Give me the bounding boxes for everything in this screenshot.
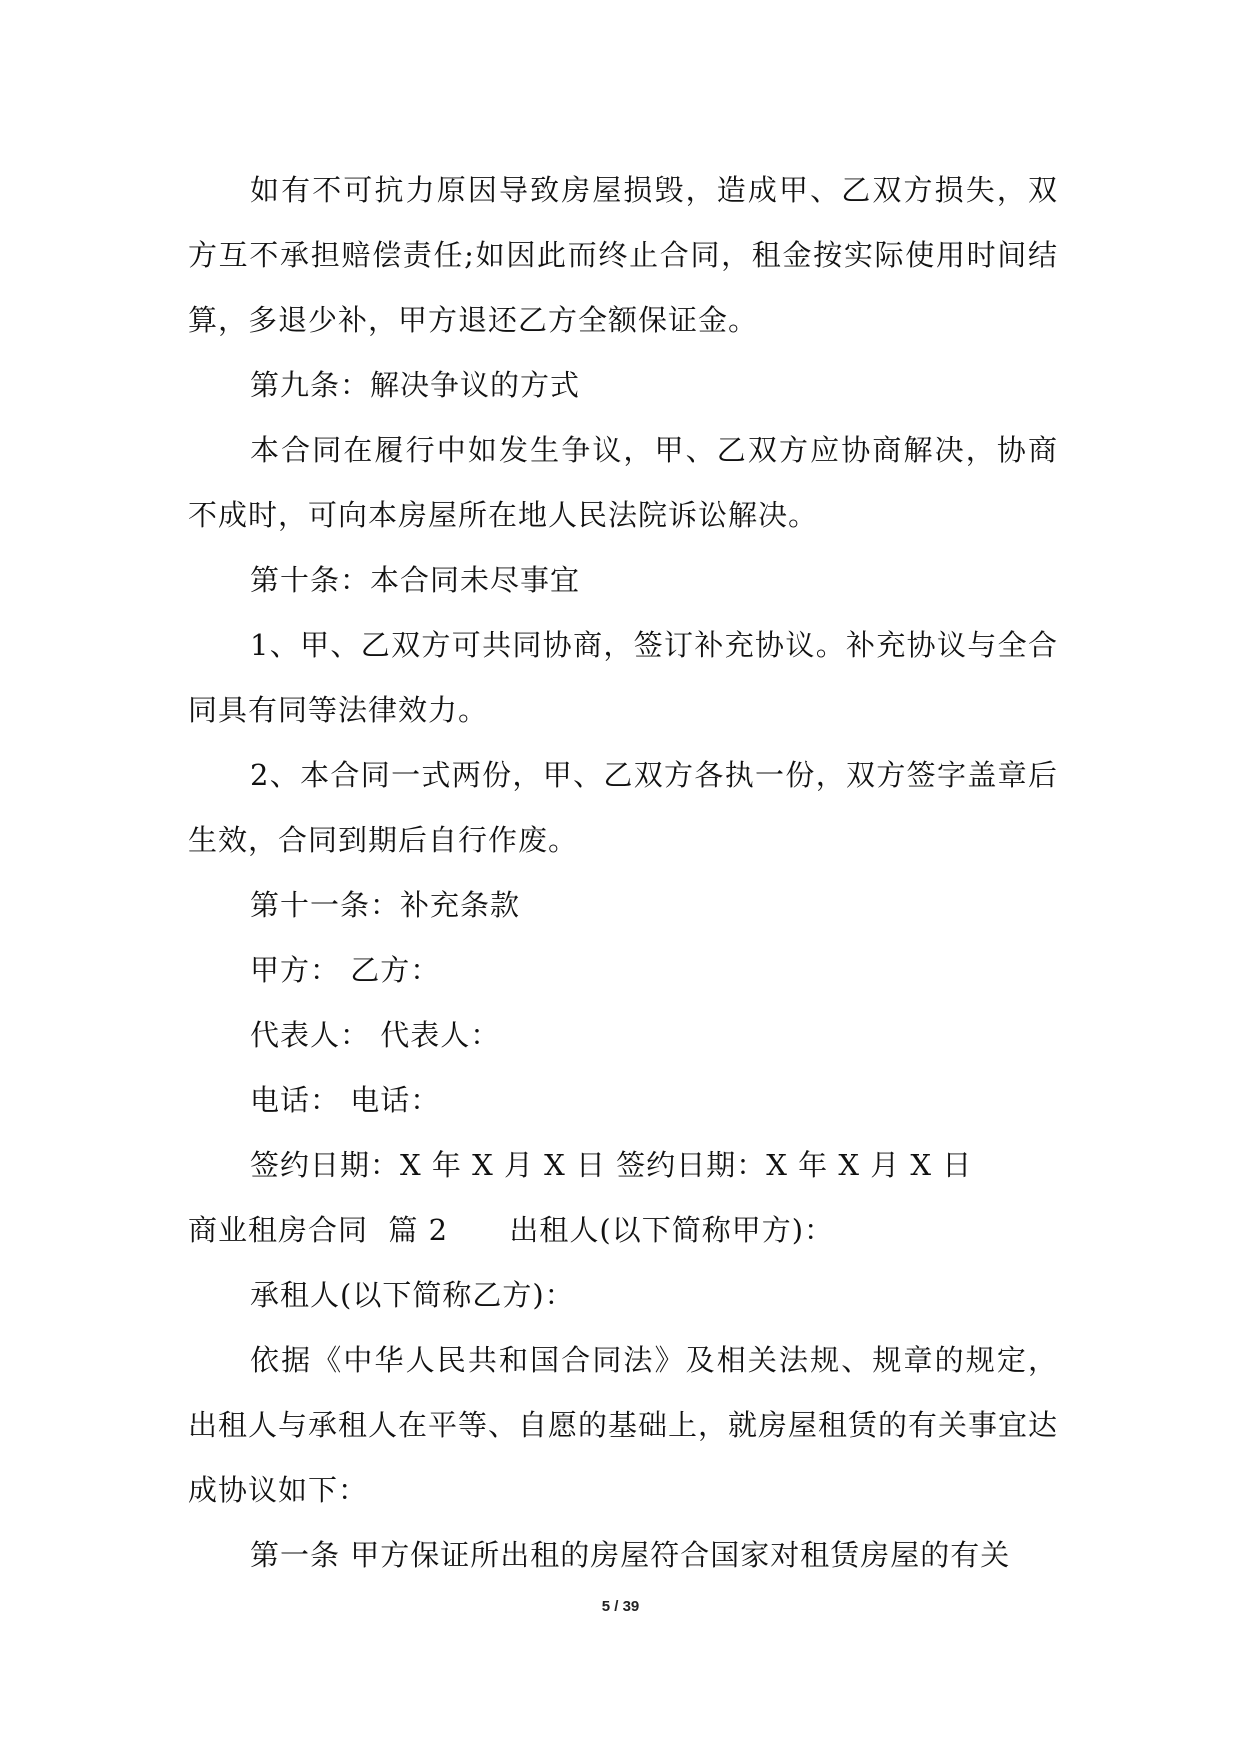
- lessor-line: 出租人(以下简称甲方)：: [509, 1213, 835, 1247]
- section-heading: 商业租房合同 篇 2: [188, 1213, 449, 1247]
- document-body: [188, 158, 1058, 1588]
- signature-representatives: 代表人： 代表人：: [250, 1018, 501, 1052]
- article-10-heading: 第十条：本合同未尽事宜: [250, 563, 581, 597]
- paragraph-legal-basis: 依据《中华人民共和国合同法》及相关法规、规章的规定，出租人与承租人在平等、自愿的基础上，就房屋租赁的有关事宜达成协议如下：: [188, 1343, 1059, 1507]
- signature-parties: 甲方： 乙方：: [250, 953, 441, 987]
- paragraph-force-majeure: 如有不可抗力原因导致房屋损毁，造成甲、乙双方损失，双方互不承担赔偿责任;如因此而终止合同，租金按实际使用时间结算，多退少补，甲方退还乙方全额保证金。: [188, 173, 1058, 337]
- paragraph-copies: 2、本合同一式两份，甲、乙双方各执一份，双方签字盖章后生效，合同到期后自行作废。: [188, 758, 1058, 857]
- paragraph-dispute-resolution: 本合同在履行中如发生争议，甲、乙双方应协商解决，协商不成时，可向本房屋所在地人民法院诉讼解决。: [188, 433, 1058, 532]
- article-9-heading: 第九条：解决争议的方式: [250, 368, 581, 402]
- article-11-heading: 第十一条：补充条款: [250, 888, 521, 922]
- section-heading-line: [188, 1198, 1058, 1263]
- signature-phones: 电话： 电话：: [250, 1083, 441, 1117]
- article-1-line: 第一条 甲方保证所出租的房屋符合国家对租赁房屋的有关: [250, 1538, 1011, 1572]
- page-number: 5 / 39: [601, 1598, 640, 1615]
- paragraph-supplementary-agreement: 1、甲、乙双方可共同协商，签订补充协议。补充协议与全合同具有同等法律效力。: [188, 628, 1058, 727]
- signature-dates: 签约日期：X 年 X 月 X 日 签约日期：X 年 X 月 X 日: [250, 1148, 973, 1182]
- lessee-line: 承租人(以下简称乙方)：: [250, 1278, 575, 1312]
